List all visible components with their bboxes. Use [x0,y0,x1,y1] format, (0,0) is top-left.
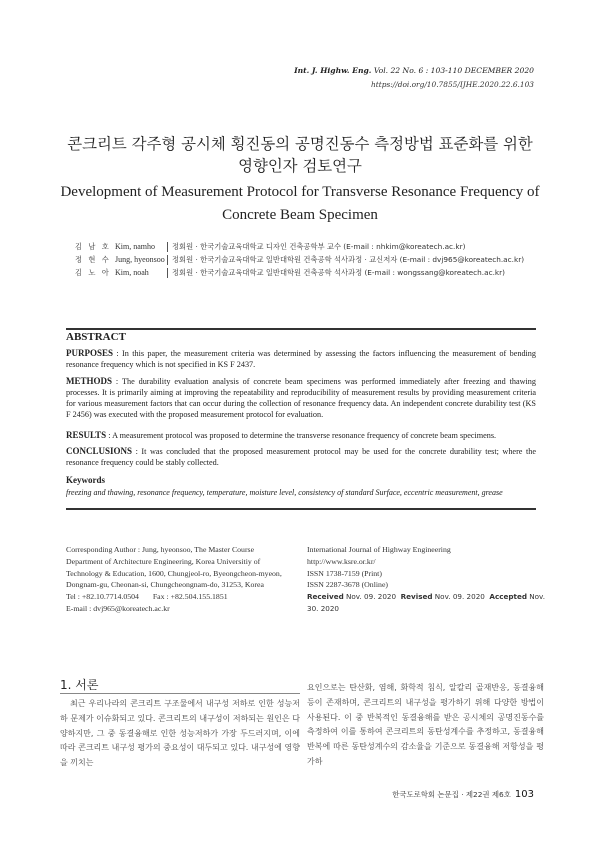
author-affiliation: 정회원 · 한국기술교육대학교 디자인 건축공학부 교수 (E-mail : nhkim@koreatech.ac.kr) [172,242,466,251]
conclusions-text: : It was concluded that the proposed measurement protocol may be used for the concrete durability test; where the resonance frequency could be stably collected. [66,447,536,467]
revised-label: Revised [400,592,433,602]
author-english-name: Jung, hyeonsoo [115,255,165,264]
journal-name: International Journal of Highway Engineering [307,545,451,554]
article-dates [307,591,547,615]
keywords-heading: Keywords [66,475,105,485]
results-text: : A measurement protocol was proposed to determine the transverse resonance frequency of concrete beam specimens. [106,431,497,440]
author-affiliation: 정회원 · 한국기술교육대학교 일반대학원 건축공학 석사과정 (E-mail : wongssang@koreatech.ac.kr) [172,268,506,277]
purposes-text: : In this paper, the measurement criteria was determined by assessing the factors influencing the measurement of bending resonance frequency which is not specified in KS F 2437. [66,349,536,369]
corr-line: Corresponding Author : Jung, hyeonsoo, The Master Course [66,545,255,554]
corr-line: Department of Architecture Engineering, Korea Universitiy of [66,556,261,566]
conclusions-label: CONCLUSIONS [66,446,133,456]
journal-url[interactable]: http://www.ksre.or.kr/ [307,556,376,566]
section-title: 1. 서론 [60,678,99,692]
doi-link[interactable]: https://doi.org/10.7855/IJHE.2020.22.6.103 [371,80,534,89]
journal-info-block [307,544,547,615]
author-korean-name: 김 노 아 [75,268,111,277]
author-row [75,267,505,279]
corr-line: Dongnam-gu, Cheonan-si, Chungcheongnam-do, 31253, Korea [66,580,264,590]
author-affiliation: 정회원 · 한국기술교육대학교 일반대학원 건축공학 석사과정 · 교신저자 (E-mail : dvj965@koreatech.ac.kr) [172,255,525,264]
accepted-date: Nov. 30. 2020 [307,592,546,613]
korean-title [40,133,560,177]
accepted-label: Accepted [489,592,527,602]
corr-line: Technology & Education, 1600, Chungjeol-ro, Byeongcheon-myeon, [66,568,282,578]
body-left-column: 최근 우리나라의 콘크리트 구조물에서 내구성 저하로 인한 성능저하 문제가 이슈화되고 있다. 콘크리트의 내구성이 저하되는 원인은 다양하지만, 그 중 동결융해로 인한 성능저하가 가장 두드러지며, 이에 따라 콘크리트 내구성 평가의 중요성이 대두되고 있다. 내구성에 영향을 끼치는 [60,699,300,768]
methods-text: : The durability evaluation analysis of concrete beam specimens was performed immediately after freezing and thawing processes. It is primarily aiming at improving the repeatability and reproducibility of measurement results by providing measurement criteria for various measurement factors that can occur during the collection of resonance frequency data. An independent concrete durability test (KS F 2456) was executed with the proposed measurement protocol for evaluation. [66,377,536,419]
author-korean-name: 정 현 수 [75,255,111,264]
author-row [75,241,465,253]
english-title-line2: Concrete Beam Specimen [222,207,378,223]
footer-journal-issue: 한국도로학회 논문집 · 제22권 제6호 [392,790,511,799]
volume-info: Vol. 22 No. 6 : 103-110 DECEMBER 2020 [373,66,534,75]
korean-title-line2: 영향인자 검토연구 [238,157,362,175]
section-rule [60,693,300,694]
keywords-list: freezing and thawing, resonance frequency, temperature, moisture level, consistency of standard Surface, eccentric measurement, grease [66,488,503,497]
author-korean-name: 김 남 호 [75,242,111,251]
abstract-methods [66,376,536,420]
issn-online: ISSN 2287-3678 (Online) [307,580,388,590]
page-number: 103 [514,789,534,800]
corr-email[interactable]: E-mail : dvj965@koreatech.ac.kr [66,603,170,613]
methods-label: METHODS [66,376,113,386]
page-footer [392,789,534,800]
journal-citation [294,66,534,75]
purposes-label: PURPOSES [66,348,114,358]
corr-tel: Tel : +82.10.7714.0504 [66,592,139,602]
english-title [40,181,560,227]
corr-contact [66,591,301,603]
abstract-conclusions [66,446,536,468]
revised-date: Nov. 09. 2020 [434,592,485,602]
body-right-column: 요인으로는 탄산화, 염해, 화학적 침식, 알칼리 골재반응, 동결융해 등이 존재하며, 콘크리트의 내구성을 평가하기 위해 다양한 방법이 사용된다. 이 중 반복적인 동결융해를 받은 공시체의 공명진동수를 측정하여 이를 통하여 콘크리트의 동탄성계수를 추정하고, 동결융해 반복에 따른 동탄성계수의 감소율을 기준으로 동결융해 저항성을 평가하 [307,683,544,766]
abstract-purposes [66,348,536,370]
english-title-line1: Development of Measurement Protocol for Transverse Resonance Frequency of [60,184,540,200]
abstract-heading: ABSTRACT [66,331,126,343]
issn-print: ISSN 1738-7159 (Print) [307,568,382,578]
korean-title-line1: 콘크리트 각주형 공시체 횡진동의 공명진동수 측정방법 표준화를 위한 [67,135,533,153]
received-date: Nov. 09. 2020 [346,592,397,602]
abstract-bottom-rule [66,508,536,510]
abstract-top-rule [66,328,536,330]
corr-fax: Fax : +82.504.155.1851 [152,592,228,602]
author-english-name: Kim, namho [115,242,155,251]
author-row [75,254,524,266]
received-label: Received [307,592,344,602]
corresponding-author-block [66,544,301,615]
results-label: RESULTS [66,430,107,440]
abstract-results [66,430,536,441]
author-english-name: Kim, noah [115,268,149,277]
journal-abbreviation: Int. J. Highw. Eng. [294,66,372,75]
